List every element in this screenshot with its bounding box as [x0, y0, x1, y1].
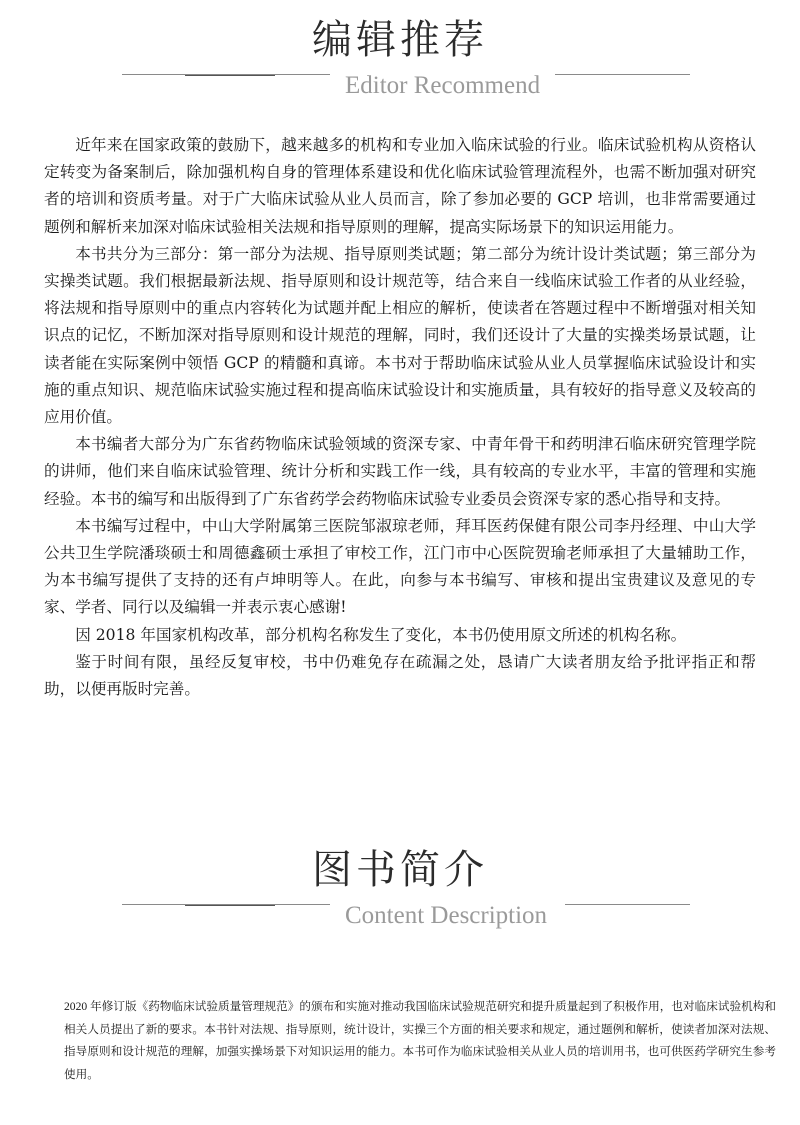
- editor-recommend-title: 编辑推荐: [312, 17, 488, 63]
- editor-paragraph: 本书编写过程中，中山大学附属第三医院邹淑琼老师，拜耳医药保健有限公司李丹经理、中山大学公共卫生学院潘琰硕士和周德鑫硕士承担了审校工作，江门市中心医院贺瑜老师承担了大量辅助工作，为本书编写提供了支持的还有卢坤明等人。在此，向参与本书编写、审核和提出宝贵建议及意见的专家、学者、同行以及编辑一并表示衷心感谢!: [44, 516, 756, 617]
- heading-rule-right: [555, 74, 690, 75]
- content-description-subtitle: Content Description: [345, 902, 548, 929]
- editor-paragraph: 因 2018 年国家机构改革，部分机构名称发生了变化，本书仍使用原文所述的机构名称。: [75, 625, 687, 644]
- editor-recommend-heading: [0, 18, 800, 108]
- heading-rule-right: [565, 904, 690, 905]
- content-description-heading: [0, 848, 800, 938]
- heading-rule-accent: [185, 75, 275, 76]
- content-paragraph: 2020 年修订版《药物临床试验质量管理规范》的颁布和实施对推动我国临床试验规范研究和提升质量起到了积极作用，也对临床试验机构和相关人员提出了新的要求。本书针对法规、指导原则，统计设计，实操三个方面的相关要求和规定，通过题例和解析，使读者加深对法规、指导原则和设计规范的理解，加强实操场景下对知识运用的能力。本书可作为临床试验相关从业人员的培训用书，也可供医药学研究生参考使用。: [64, 1000, 776, 1081]
- editor-paragraph: 鉴于时间有限，虽经反复审校，书中仍难免存在疏漏之处，恳请广大读者朋友给予批评指正和帮助，以便再版时完善。: [44, 652, 756, 699]
- editor-paragraph: 近年来在国家政策的鼓励下，越来越多的机构和专业加入临床试验的行业。临床试验机构从资格认定转变为备案制后，除加强机构自身的管理体系建设和优化临床试验管理流程外，也需不断加强对研究者的培训和资质考量。对于广大临床试验从业人员而言，除了参加必要的 GCP 培训，也非常需要通过题例和解析来加深对临床试验相关法规和指导原则的理解，提高实际场景下的知识运用能力。: [44, 136, 756, 236]
- content-description-body: [64, 996, 776, 1086]
- content-description-title: 图书简介: [312, 847, 488, 893]
- editor-recommend-body: [44, 132, 756, 703]
- editor-paragraph: 本书编者大部分为广东省药物临床试验领域的资深专家、中青年骨干和药明津石临床研究管理学院的讲师，他们来自临床试验管理、统计分析和实践工作一线，具有较高的专业水平，丰富的管理和实施经验。本书的编写和出版得到了广东省药学会药物临床试验专业委员会资深专家的悉心指导和支持。: [44, 435, 756, 508]
- editor-paragraph: 本书共分为三部分：第一部分为法规、指导原则类试题；第二部分为统计设计类试题；第三部分为实操类试题。我们根据最新法规、指导原则和设计规范等，结合来自一线临床试验工作者的从业经验，将法规和指导原则中的重点内容转化为试题并配上相应的解析，使读者在答题过程中不断增强对相关知识点的记忆，不断加深对指导原则和设计规范的理解，同时，我们还设计了大量的实操类场景试题，让读者能在实际案例中领悟 GCP 的精髓和真谛。本书对于帮助临床试验从业人员掌握临床试验设计和实施的重点知识、规范临床试验实施过程和提高临床试验设计和实施质量，具有较好的指导意义及较高的应用价值。: [44, 244, 756, 427]
- editor-recommend-subtitle: Editor Recommend: [345, 72, 541, 99]
- heading-rule-accent: [185, 905, 275, 906]
